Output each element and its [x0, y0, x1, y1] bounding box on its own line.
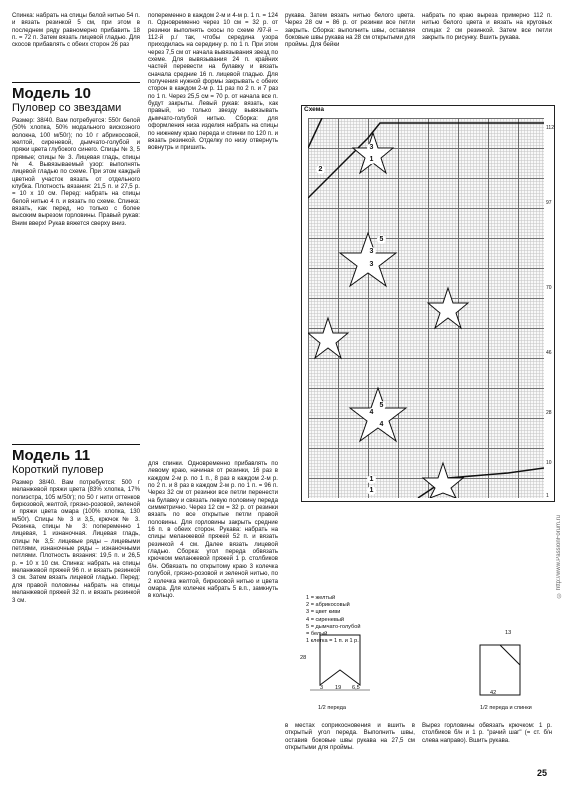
col3-top-text: рукава. Затем вязать нитью белого цвета. Через 28 см = 86 р. от резинки все петли закрыть. Сборка: выполнить швы, оставляя боковые швы рукава на 28 см открытыми для проймы. Для бейки	[285, 12, 415, 49]
rule	[12, 82, 140, 83]
model10-title: Модель 10	[12, 85, 91, 102]
chart-mark: 1	[367, 475, 376, 484]
chart-mark: 4	[367, 408, 376, 417]
chart-mark: 5	[377, 401, 386, 410]
model11-body: Размер 38/40. Вам потребуется: 500 г меланжевой пряжи цвета (83% хлопка, 17% полиэстра, 105 м/50г); по 50 г нити оттенков бирюзовой, желтой, грязно-розовой, зеленой и пряжи цвета омара (100% хлопка, 130 м/50г). Спицы № 3 и 3,5, крючок № 3. Резинка, спицы № 3: попеременно 1 лицевая, 1 изнаночная. Лицевая гладь, спицы № 3,5: лицевые ряды – лицевыми петлями, изнаночные ряды – изнаночными петлями. Плотность вязания: 19,5 п. и 26,5 р. = 10 х 10 см. Спинка: набрать на спицы меланжевой пряжей 96 п. и вязать резинкой 3 см. Затем вязать лицевой гладью. Перед: для правой половины набрать на спицы меланжевой пряжей 32 п. и вязать резинкой 3 см.	[12, 479, 140, 604]
dim-label: 13	[505, 630, 512, 636]
model10-body: Размер: 38/40. Вам потребуется: 550г белой (50% хлопка, 50% модального вискозного волокна, 100 м/50г); по 10 г абрикосовой, желтой, сиреневой, дымчато-голубой и пряжи цвета глубокого синего. Спицы № 3, 5 прямые; спицы № 3. Лицевая гладь, спицы № 4. Вывязываемый узор: выполнять лицевой гладью по схеме. При этом каждый цветной участок вязать от отдельного клубка. Плотность вязания: 21,5 п. и 27,5 р. = 10 х 10 см. Перед: набрать на спицы белой нитью 4 п. и вязать по схеме. Спинка: вязать, как перед, но только с более высоким вырезом горловины. Правый рукав: Вним вверх! Рукав вяжется сверху вниз.	[12, 117, 140, 227]
legend-item: 5 = дымчато-голубой	[306, 623, 361, 630]
chart-mark: 5	[377, 235, 386, 244]
legend-item: = белый	[306, 631, 328, 638]
model11-title: Модель 11	[12, 447, 91, 464]
row-number: 10	[546, 460, 552, 466]
row-number: 70	[546, 285, 552, 291]
col4-bottom-text: Вырез горловины обвязать крючком: 1 р. столбиков б/н и 1 р. "рачий шаг" (= ст. б/н слева направо). Вшить рукава.	[422, 722, 552, 744]
front-back-label: 1/2 переда и спинки	[480, 705, 532, 711]
col2-bottom-text: для спинки. Одновременно прибавлять по левому краю, начиная от резинки, 16 раз в каждом 2-м р. по 1 п., 8 раз в каждом 2-м р. по 2 п. и 8 раз в каждом 2-м р. по 1 п. = 96 п. Через 32 см от резинки все петли перенести на булавку и связать левую половину переда симметрично. Через 12 см = 32 р. от резинки вязать по все открытые петли правой половины. Для горловины закрыть средние 16 п. в обеих сторон. Рукава: набрать на спицы меланжевой пряжей 52 п. и вязать резинкой 4 см. Далее вязать лицевой гладью. Сборка: угол переда обвязать крючком меланжевой пряжей 1 р. столбиков б/н. Обвязать по открытому краю 3 колечка голубой, грязно-розовой и зеленой нитью, по 2 колечка желтой, бирюзовой нитью и цвета омара. Для колечек набрать 5 в.п., замкнуть в кольцо.	[148, 460, 278, 600]
dim-label: 6,5	[352, 685, 360, 691]
row-number: 1	[546, 493, 549, 499]
front-half-label: 1/2 переда	[318, 705, 346, 711]
chart-shapes	[308, 118, 544, 498]
dim-label: 28	[300, 655, 307, 661]
chart-title: Схема	[304, 106, 325, 113]
dim-label: 42	[490, 690, 497, 696]
chart-mark: 1	[367, 155, 376, 164]
model11-header	[12, 448, 140, 476]
chart-mark: 1	[367, 486, 376, 495]
chart-mark: 3	[367, 260, 376, 269]
legend-item: 3 = цвет киви	[306, 609, 341, 616]
col2-top-text: попеременно в каждом 2-м и 4-м р. 1 п. = 124 п. Одновременно через 10 см = 32 р. от резинки выполнять скосы по схеме /97-й – 112-й р./ так, чтобы середина узора приходилась на середину р. по 1 п. При этом через 7,5 см от начала вывязывания звезд по схеме. Для вывязывания 24 п. крайних частей перевести на булавку и вязать сначала средние 16 п. лицевой гладью. Для получения нужной формы закрывать с обеих сторон в каждом 2-м р. 11 раз по 2 п. и 7 раз по 1 п. Через 25,5 см = 70 р. от начала все п. будут закрыты. Левый рукав: вязать, как правый, но только звезду вывязывать дымчато-голубой нитью. Сборка: для оформления низа изделия набрать на спицы по нижнему краю переда и спинки по 120 п. и вязать резинкой. Отделку по низу отвернуть вовнутрь и пришить.	[148, 12, 278, 152]
chart-mark: 3	[367, 143, 376, 152]
watermark: © http://www.PassionForum.ru	[556, 515, 562, 598]
rule	[12, 444, 140, 445]
row-number: 28	[546, 410, 552, 416]
page-number: 25	[537, 768, 548, 778]
chart-mark: 2	[316, 165, 325, 174]
dim-label: 19	[335, 685, 342, 691]
col3-bottom-text: в местах соприкосновения и вшить в открытый угол переда. Выполнить швы, оставив боковые швы рукава на 27,5 см открытыми для проймы.	[285, 722, 415, 752]
pattern-front-back-half	[470, 640, 540, 700]
row-number: 112	[546, 125, 554, 131]
model10-header	[12, 86, 140, 114]
chart-mark: 4	[377, 420, 386, 429]
row-number: 97	[546, 200, 552, 206]
legend-item: 2 = абрикосовый	[306, 602, 350, 609]
legend-item: 1 = желтый	[306, 595, 336, 601]
legend-item: 4 = сиреневый	[306, 616, 344, 623]
col4-top-text: набрать по краю выреза примерно 112 п. нитью белого цвета и вязать на круговых спицах 2 см резинкой. Затем все петли закрыть по рисунку. Вшить рукава.	[422, 12, 552, 42]
col1-intro: Спинка: набрать на спицы белой нитью 54 п. и вязать резинкой 5 см, при этом в последнем ряду равномерно прибавить 18 п. = 72 п. Затем вязать лицевой гладью. Для скосов прибавлять с обеих сторон 26 раз	[12, 12, 140, 49]
model11-subtitle: Короткий пуловер	[12, 464, 104, 476]
model10-subtitle: Пуловер со звездами	[12, 102, 122, 114]
legend-item: 1 клетка = 1 п. и 1 р.	[306, 638, 359, 645]
row-number: 46	[546, 350, 552, 356]
chart-mark: 3	[367, 247, 376, 256]
dim-label: 3	[320, 685, 324, 691]
